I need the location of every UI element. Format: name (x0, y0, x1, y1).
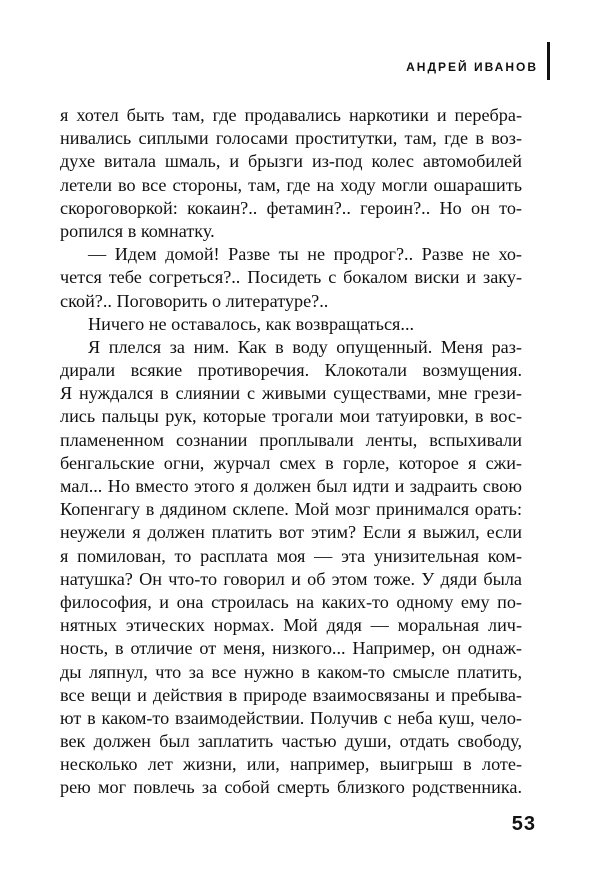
text-line: духе витала шмаль, и брызги из-под колес автомобилей (60, 151, 522, 172)
text-line: мал... Но вместо этого я должен был идти и задраить свою (60, 476, 522, 496)
text-line: пламененном сознании проплывали ленты, вспыхивали (60, 429, 522, 450)
text-line: я хотел быть там, где продавались наркотики и перебра- (60, 105, 522, 125)
text-line: Ничего не оставалось, как возвращаться... (88, 313, 415, 334)
text-line: скороговоркой: кокаин?.. фетамин?.. героин?.. Но он то- (60, 197, 522, 218)
text-line: рею мог повлечь за собой смерть близкого родственника. (60, 777, 522, 798)
text-line: чется тебе согреться?.. Посидеть с бокалом виски и заку- (60, 267, 522, 288)
text-line: бенгальские огни, журчал смех в горле, которое я сжи- (60, 452, 522, 473)
text-line: нятных этических нормах. Мой дядя — моральная лич- (60, 615, 522, 636)
text-line: неужели я должен платить вот этим? Если я выжил, если (60, 522, 522, 543)
text-line: нивались сиплыми голосами проститутки, там, где в воз- (60, 128, 522, 149)
text-line: лись пальцы рук, которые трогали мои татуировки, в вос- (60, 406, 522, 427)
text-line: все вещи и действия в природе взаимосвязаны и пребыва- (60, 684, 522, 705)
text-line: Копенгагу в дядином склепе. Мой мозг принимался орать: (60, 499, 522, 520)
text-line: ской?.. Поговорить о литературе?.. (60, 290, 329, 311)
text-line: Я нуждался в слиянии с живыми существами, мне грези- (60, 383, 522, 404)
text-line: несколько лет жизни, или, например, выигрыш в лоте- (60, 754, 522, 775)
page-number: 53 (511, 813, 536, 835)
text-line: — Идем домой! Разве ты не продрог?.. Разве не хо- (88, 244, 522, 265)
text-line: ды ляпнул, что за все нужно в каком-то смысле платить, (60, 661, 522, 682)
header-rule (547, 42, 550, 80)
text-line: летели во все стороны, там, где на ходу могли ошарашить (60, 174, 522, 195)
text-line: дирали всякие противоречия. Клокотали возмущения. (60, 360, 522, 381)
text-line: натушка? Он что-то говорил и об этом тоже. У дяди была (60, 568, 522, 589)
text-line: я помилован, то расплата моя — эта унизительная ком- (60, 545, 522, 566)
text-line: Я плелся за ним. Как в воду опущенный. Меня раз- (88, 336, 522, 357)
text-line: ропился в комнатку. (60, 220, 215, 241)
text-block (60, 104, 522, 800)
text-line: век должен был заплатить частью души, отдать свободу, (60, 731, 522, 752)
text-line: ют в каком-то взаимодействии. Получив с неба куш, чело- (60, 707, 522, 728)
text-line: философия, и она строилась на каких-то одному ему по- (60, 591, 522, 612)
text-line: ность, в отличие от меня, низкого... Например, он однаж- (60, 638, 522, 659)
running-head: АНДРЕЙ ИВАНОВ (406, 60, 538, 74)
